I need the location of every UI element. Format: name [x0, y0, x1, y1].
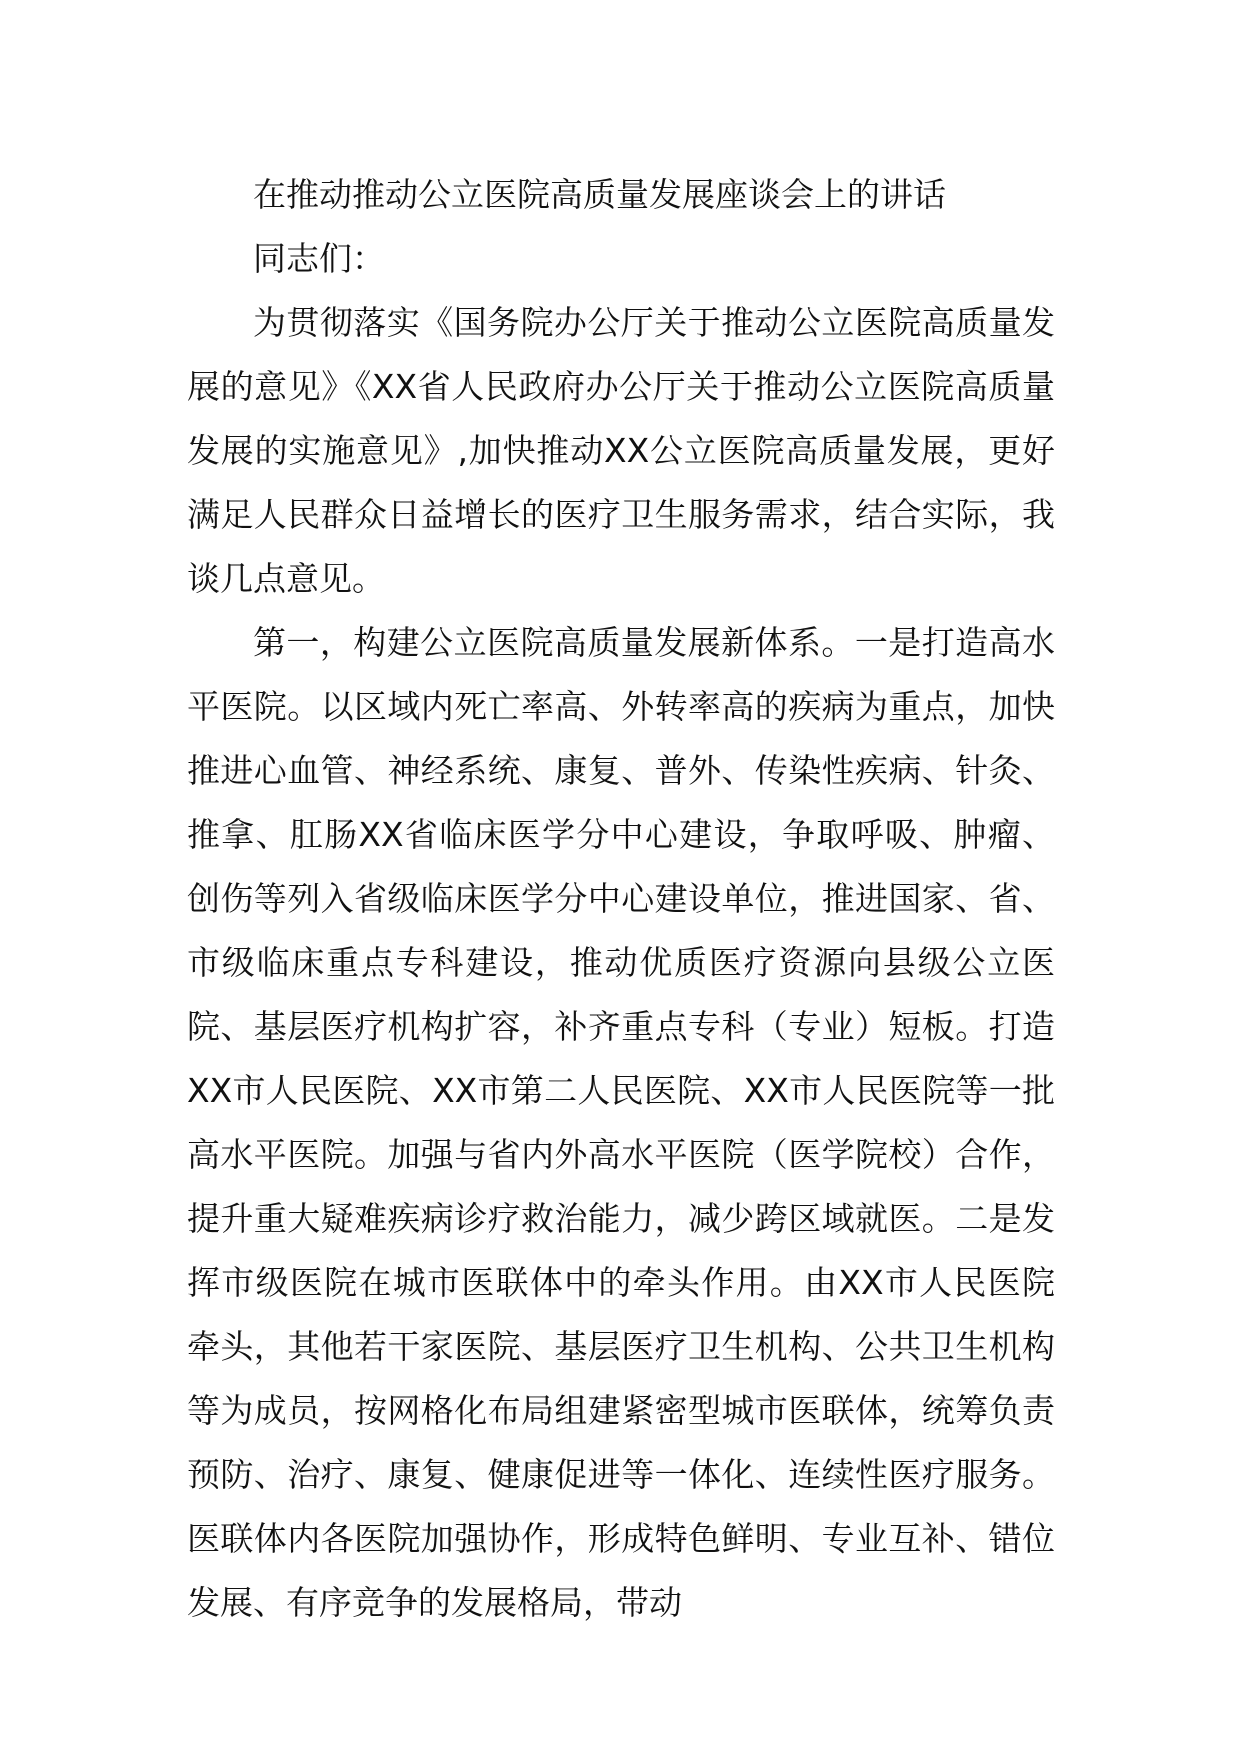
salutation: 同志们： — [253, 239, 385, 278]
paragraph-intro: 为贯彻落实《国务院办公厅关于推动公立医院高质量发展的意见》《XX省人民政府办公厅关于推动公立医院高质量发展的实施意见》,加快推动XX公立医院高质量发展，更好满足人民群众日益增长的医疗卫生服务需求，结合实际，我谈几点意见。 — [187, 303, 1055, 598]
document-body — [187, 163, 1055, 1635]
document-title: 在推动推动公立医院高质量发展座谈会上的讲话 — [253, 175, 946, 214]
paragraph-first-point: 第一，构建公立医院高质量发展新体系。一是打造高水平医院。以区域内死亡率高、外转率高的疾病为重点，加快推进心血管、神经系统、康复、普外、传染性疾病、针灸、推拿、肛肠XX省临床医学分中心建设，争取呼吸、肿瘤、创伤等列入省级临床医学分中心建设单位，推进国家、省、市级临床重点专科建设，推动优质医疗资源向县级公立医院、基层医疗机构扩容，补齐重点专科（专业）短板。打造XX市人民医院、XX市第二人民医院、XX市人民医院等一批高水平医院。加强与省内外高水平医院（医学院校）合作，提升重大疑难疾病诊疗救治能力，减少跨区域就医。二是发挥市级医院在城市医联体中的牵头作用。由XX市人民医院牵头，其他若干家医院、基层医疗卫生机构、公共卫生机构等为成员，按网格化布局组建紧密型城市医联体，统筹负责预防、治疗、康复、健康促进等一体化、连续性医疗服务。医联体内各医院加强协作，形成特色鲜明、专业互补、错位发展、有序竞争的发展格局，带动 — [187, 623, 1055, 1622]
